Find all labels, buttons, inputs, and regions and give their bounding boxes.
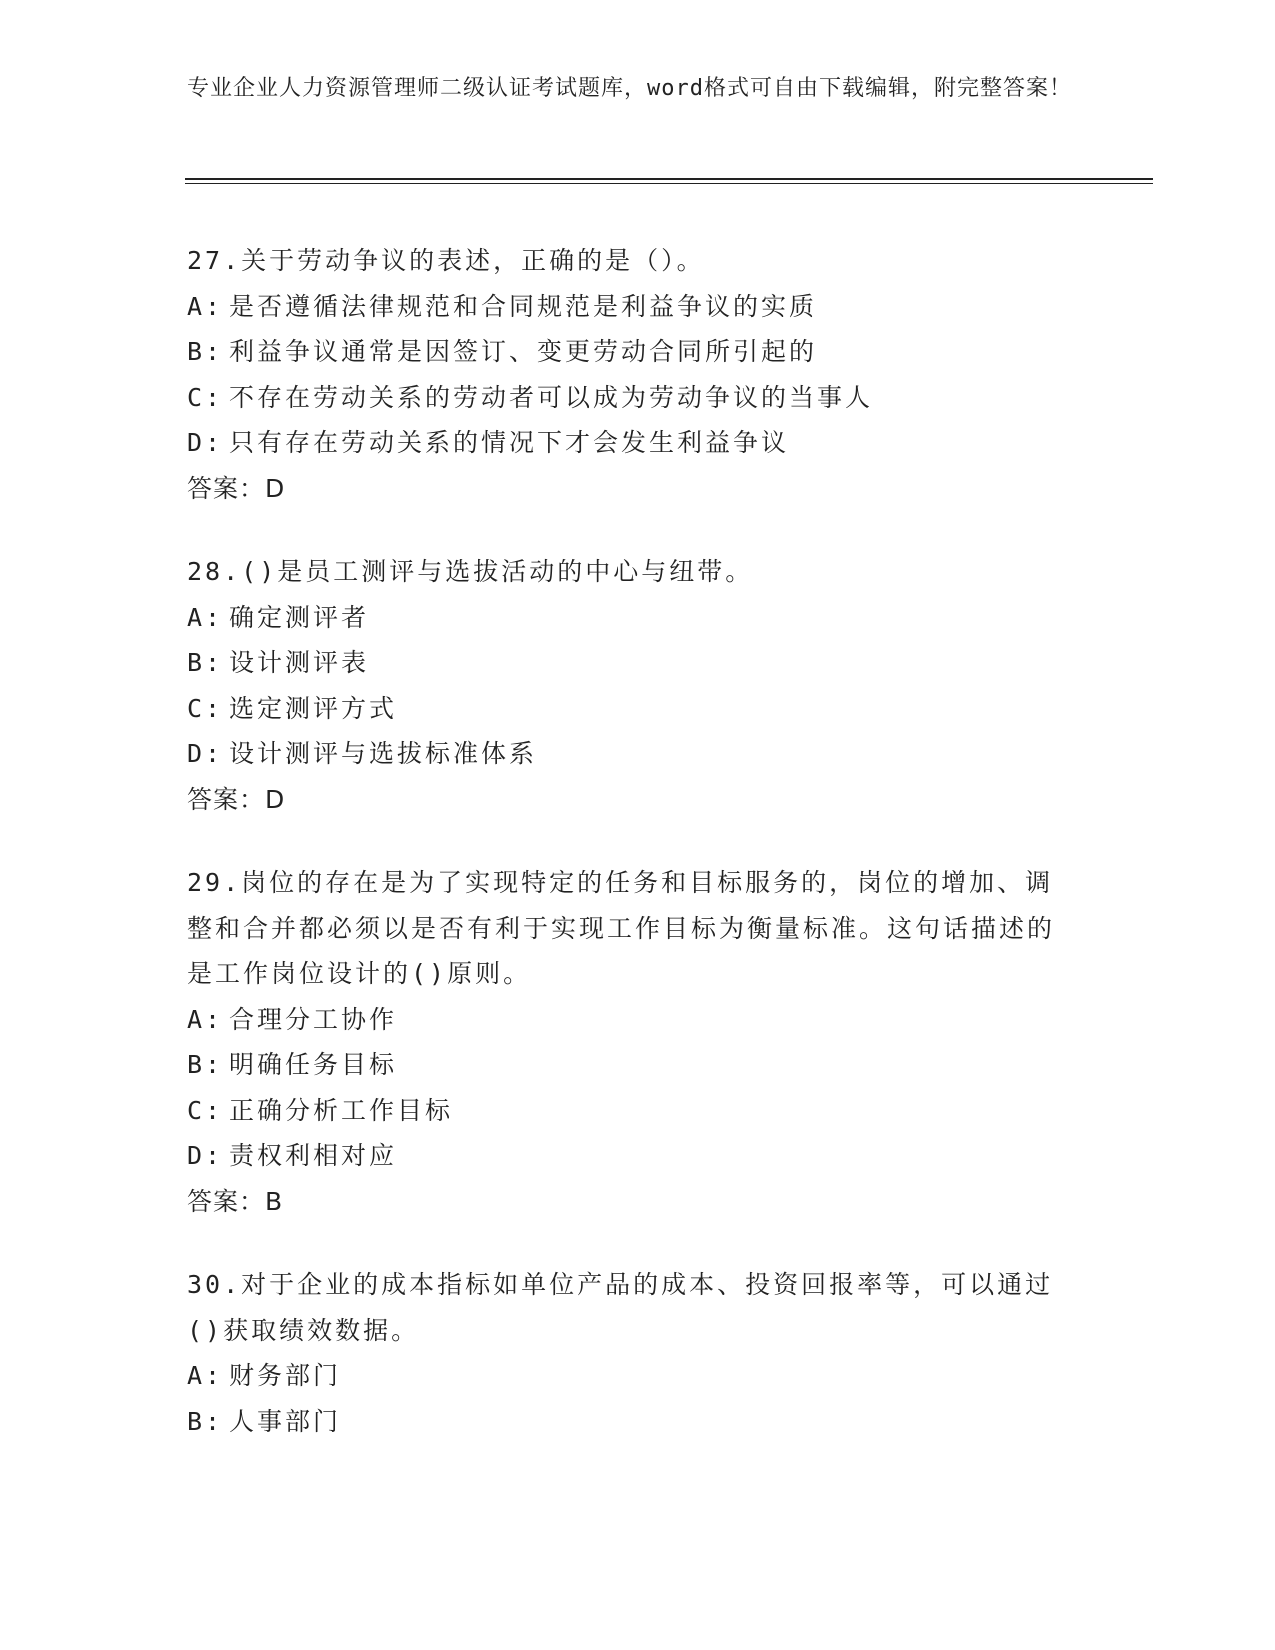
question-stem: 30.对于企业的成本指标如单位产品的成本、投资回报率等，可以通过()获取绩效数据。 (187, 1270, 1054, 1345)
option-letter: B: (187, 337, 224, 366)
option-d (187, 420, 1087, 466)
option-letter: A: (187, 602, 224, 632)
answer-line: 答案：D (187, 473, 286, 503)
option-letter: B: (187, 1050, 224, 1079)
option-letter: A: (187, 1361, 224, 1390)
option-letter: B: (187, 1406, 224, 1436)
option-a (187, 595, 1087, 641)
option-text: 财务部门 (229, 1361, 342, 1390)
question-stem: 27.关于劳动争议的表述，正确的是（）。 (187, 246, 705, 275)
option-text: 不存在劳动关系的劳动者可以成为劳动争议的当事人 (229, 382, 874, 412)
option-text: 确定测评者 (229, 602, 370, 632)
option-b (187, 640, 1087, 686)
option-text: 是否遵循法律规范和合同规范是利益争议的实质 (229, 291, 818, 321)
question-list (187, 238, 1087, 1482)
option-letter: C: (187, 382, 224, 412)
option-a (187, 284, 1087, 330)
option-d (187, 731, 1087, 777)
option-c (187, 375, 1087, 421)
answer-line: 答案：B (187, 1186, 284, 1216)
option-letter: C: (187, 693, 224, 723)
question-28 (187, 549, 1087, 822)
option-text: 设计测评与选拔标准体系 (229, 739, 538, 768)
document-header: 专业企业人力资源管理师二级认证考试题库，word格式可自由下载编辑，附完整答案！ (187, 76, 1072, 101)
option-letter: A: (187, 291, 224, 321)
option-letter: B: (187, 648, 224, 677)
option-letter: C: (187, 1095, 224, 1125)
option-text: 设计测评表 (229, 648, 370, 677)
option-b (187, 1399, 1087, 1445)
question-27 (187, 238, 1087, 511)
question-stem: 28.()是员工测评与选拔活动的中心与纽带。 (187, 557, 754, 586)
option-letter: A: (187, 1004, 224, 1034)
option-text: 合理分工协作 (229, 1004, 398, 1034)
option-c (187, 686, 1087, 732)
option-b (187, 1042, 1087, 1088)
option-a (187, 997, 1087, 1043)
option-a (187, 1353, 1087, 1399)
option-text: 责权利相对应 (229, 1141, 398, 1170)
option-text: 选定测评方式 (229, 693, 398, 723)
header-divider-thick (185, 178, 1153, 180)
option-c (187, 1088, 1087, 1134)
option-b (187, 329, 1087, 375)
option-text: 人事部门 (229, 1406, 342, 1436)
option-text: 明确任务目标 (229, 1050, 398, 1079)
option-text: 利益争议通常是因签订、变更劳动合同所引起的 (229, 337, 818, 366)
option-text: 只有存在劳动关系的情况下才会发生利益争议 (229, 428, 790, 457)
option-d (187, 1133, 1087, 1179)
question-30 (187, 1262, 1087, 1444)
question-stem: 29.岗位的存在是为了实现特定的任务和目标服务的，岗位的增加、调整和合并都必须以是否有利于实现工作目标为衡量标准。这句话描述的是工作岗位设计的()原则。 (187, 868, 1056, 988)
answer-line: 答案：D (187, 784, 286, 814)
option-letter: D: (187, 1141, 224, 1170)
option-text: 正确分析工作目标 (229, 1095, 454, 1125)
option-letter: D: (187, 739, 224, 768)
header-divider-thin (185, 183, 1153, 184)
question-29 (187, 860, 1087, 1224)
option-letter: D: (187, 428, 224, 457)
